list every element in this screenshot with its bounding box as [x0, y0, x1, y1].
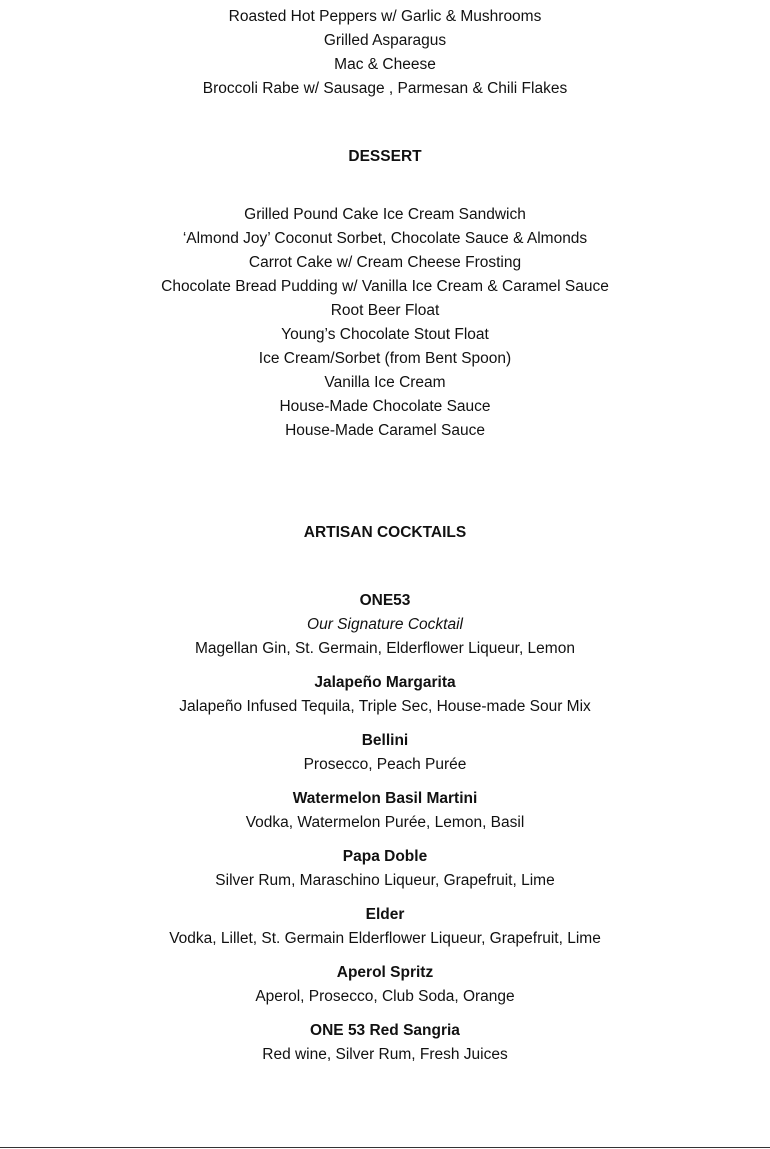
dessert-item: House-Made Caramel Sauce — [285, 422, 485, 439]
cocktail-ingredients: Vodka, Lillet, St. Germain Elderflower Liqueur, Grapefruit, Lime — [169, 930, 601, 947]
cocktail-name: Watermelon Basil Martini — [292, 790, 478, 807]
dessert-item: Ice Cream/Sorbet (from Bent Spoon) — [258, 350, 512, 367]
side-item: Grilled Asparagus — [323, 32, 447, 49]
cocktail-ingredients: Vodka, Watermelon Purée, Lemon, Basil — [245, 814, 525, 831]
dessert-item: Chocolate Bread Pudding w/ Vanilla Ice Cream & Caramel Sauce — [161, 278, 609, 295]
dessert-item: House-Made Chocolate Sauce — [279, 398, 491, 415]
cocktail-name: ONE 53 Red Sangria — [310, 1022, 460, 1039]
side-item: Broccoli Rabe w/ Sausage , Parmesan & Chili Flakes — [202, 80, 568, 97]
dessert-item: Root Beer Float — [330, 302, 440, 319]
dessert-item: Grilled Pound Cake Ice Cream Sandwich — [244, 206, 526, 223]
cocktail-ingredients: Aperol, Prosecco, Club Soda, Orange — [255, 988, 515, 1005]
cocktail-name: Aperol Spritz — [336, 964, 434, 981]
cocktail-name: Bellini — [361, 732, 409, 749]
side-item: Roasted Hot Peppers w/ Garlic & Mushrooms — [228, 8, 542, 25]
cocktail-name: Elder — [365, 906, 405, 923]
page-bottom-rule — [0, 1147, 770, 1148]
dessert-item: Vanilla Ice Cream — [324, 374, 446, 391]
dessert-item: Carrot Cake w/ Cream Cheese Frosting — [248, 254, 522, 271]
dessert-item: Young’s Chocolate Stout Float — [281, 326, 489, 343]
dessert-heading: DESSERT — [348, 148, 422, 165]
cocktail-ingredients: Red wine, Silver Rum, Fresh Juices — [262, 1046, 508, 1063]
cocktail-name: Jalapeño Margarita — [314, 674, 456, 691]
cocktail-name: ONE53 — [359, 592, 411, 609]
dessert-item: ‘Almond Joy’ Coconut Sorbet, Chocolate Sauce & Almonds — [182, 230, 588, 247]
cocktail-ingredients: Silver Rum, Maraschino Liqueur, Grapefruit, Lime — [215, 872, 555, 889]
cocktail-name: Papa Doble — [342, 848, 428, 865]
cocktail-ingredients: Magellan Gin, St. Germain, Elderflower Liqueur, Lemon — [195, 640, 575, 657]
side-item: Mac & Cheese — [334, 56, 436, 73]
cocktail-ingredients: Jalapeño Infused Tequila, Triple Sec, House-made Sour Mix — [179, 698, 591, 715]
cocktails-heading: ARTISAN COCKTAILS — [303, 524, 467, 541]
cocktail-tagline: Our Signature Cocktail — [307, 616, 463, 633]
cocktail-ingredients: Prosecco, Peach Purée — [303, 756, 467, 773]
